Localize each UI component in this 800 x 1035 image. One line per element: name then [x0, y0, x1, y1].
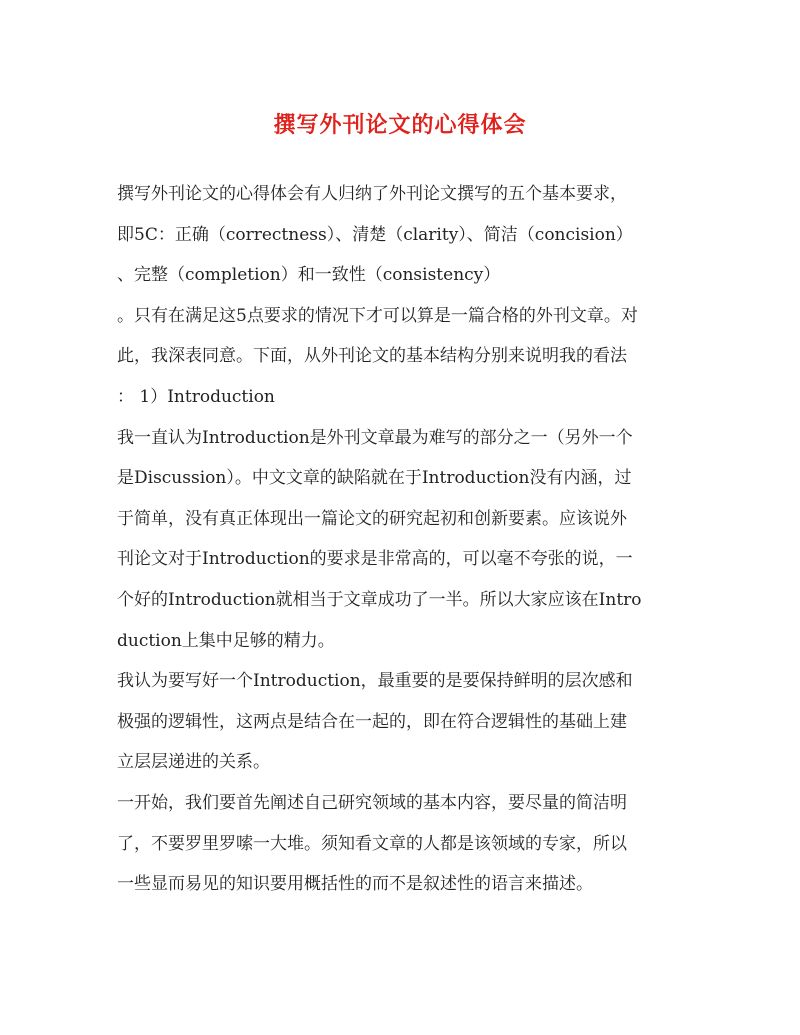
body-line: ： 1）Introduction	[117, 386, 275, 407]
body-line: 我一直认为Introduction是外刊文章最为难写的部分之一（另外一个	[117, 427, 633, 448]
body-line: 刊论文对于Introduction的要求是非常高的，可以毫不夸张的说，一	[117, 549, 633, 570]
body-line: duction上集中足够的精力。	[117, 630, 335, 651]
body-line: 是Discussion）。中文文章的缺陷就在于Introduction没有内涵，过	[117, 468, 632, 489]
body-line: 立层层递进的关系。	[117, 752, 270, 773]
body-line: 一开始，我们要首先阐述自己研究领域的基本内容，要尽量的简洁明	[117, 792, 627, 813]
body-line: 即5C：正确（correctness）、清楚（clarity）、简洁（concision）	[117, 224, 633, 245]
body-line: 我认为要写好一个Introduction，最重要的是要保持鲜明的层次感和	[117, 671, 633, 692]
body-line: 一些显而易见的知识要用概括性的而不是叙述性的语言来描述。	[117, 874, 593, 895]
body-line: 于简单，没有真正体现出一篇论文的研究起初和创新要素。应该说外	[117, 508, 627, 529]
body-line: 撰写外刊论文的心得体会有人归纳了外刊论文撰写的五个基本要求，	[117, 184, 627, 204]
body-line: 极强的逻辑性，这两点是结合在一起的，即在符合逻辑性的基础上建	[117, 711, 627, 732]
body-line: 了，不要罗里罗嗦一大堆。须知看文章的人都是该领域的专家，所以	[117, 833, 627, 854]
body-line: 、完整（completion）和一致性（consistency）	[117, 265, 501, 286]
body-line: 此，我深表同意。下面，从外刊论文的基本结构分别来说明我的看法	[117, 346, 627, 367]
body-line: 。只有在满足这5点要求的情况下才可以算是一篇合格的外刊文章。对	[117, 305, 638, 326]
document-title: 撰写外刊论文的心得体会	[273, 112, 527, 138]
body-line: 个好的Introduction就相当于文章成功了一半。所以大家应该在Intro	[117, 589, 642, 610]
document-body	[117, 174, 683, 905]
